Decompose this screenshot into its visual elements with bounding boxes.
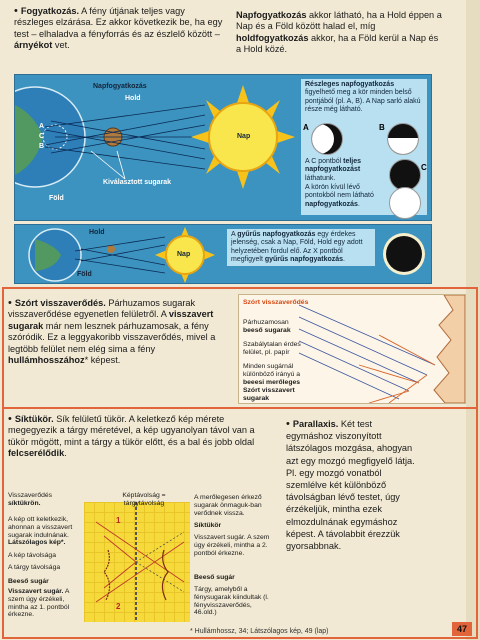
- phase-b-icon: [387, 123, 419, 155]
- solar-eclipse-definition: Napfogyatkozás akkor látható, ha a Hold éppen a Nap és a Föld között halad el, míg holdfogyatkozás akkor, ha a Föld kerül a Nap és a Hold közé.: [236, 10, 442, 55]
- plane-mirror-diagram: [8, 492, 278, 628]
- object-label: Tárgy, amelyből a fénysugarak kiindultak (l. fényvisszaverődés, 46.old.): [194, 586, 269, 617]
- plane-mirror-text: • Síktükör. Sík felületű tükör. A keletkező kép mérete megegyezik a tárgy méretével, a kép ugyanolyan távol van a tükör mögött, mint a tárgy a tükör előtt, és a bal és jobb oldal felcserélődik.: [8, 413, 255, 459]
- sun-label: Nap: [237, 133, 251, 140]
- phase-a-label: A: [303, 123, 309, 132]
- point-c-label: C: [39, 133, 45, 140]
- diffuse-reflection-diagram: [238, 294, 466, 404]
- reflected-ray-left-label: Visszavert sugár. A szem úgy érzékeli, mintha az 1. pontból érkezne.: [8, 588, 70, 619]
- perpendicular-ray-label: A merőlegesen érkező sugarak önmaguk-ban verődnek vissza.: [194, 494, 262, 517]
- distance-equality-label: Képtávolság = tárgytávolság: [122, 492, 166, 507]
- total-eclipse-caption: A C pontból teljes napfogyatkozást láthatunk.: [301, 157, 385, 184]
- page-number: 47: [452, 622, 472, 636]
- rough-surface-label: Szabálytalan érdes felület, pl. papír: [243, 341, 301, 356]
- selected-rays-label: Kiválasztott sugarak: [103, 179, 172, 186]
- diffuse-title: Szórt visszaverődés: [243, 299, 309, 306]
- annular-eclipse-diagram: [14, 224, 432, 284]
- phase-b-label: B: [379, 123, 385, 132]
- incident-ray-right-label: Beeső sugár: [194, 574, 235, 581]
- moon-label: Hold: [89, 229, 105, 236]
- moon-label: Hold: [125, 95, 141, 102]
- annular-eclipse-icon: [383, 233, 425, 275]
- scattered-rays-label: Szórt visszavert sugarak: [243, 387, 295, 402]
- point-2-label: 2: [116, 602, 121, 611]
- partial-eclipse-caption: Részleges napfogyatkozás figyelhető meg a kör minden belső pontjából (pl. A, B). A Nap sarló alakú része még látható.: [301, 79, 427, 116]
- bullet-icon: •: [286, 418, 290, 430]
- mirror-title: Visszaverődés síktükrön.: [8, 492, 53, 507]
- mirror-label: Síktükör: [194, 522, 222, 529]
- eclipse-caption-panel: [301, 79, 427, 215]
- normals-label: Minden sugárnál különböző irányú a beeesi merőleges: [243, 363, 301, 386]
- footnote: * Hullámhossz, 34; Látszólagos kép, 49 (lap): [190, 628, 329, 635]
- bullet-icon: •: [8, 413, 12, 425]
- bullet-icon: •: [14, 5, 18, 17]
- phase-c-label: C: [421, 163, 427, 172]
- sun-label: Nap: [177, 251, 191, 258]
- phase-a-icon: [311, 123, 343, 155]
- parallax-text: • Parallaxis. Két test egymáshoz viszonyított látszólagos mozgása, ahogyan azt egy mozgó megfigyelő látja. Pl. egy mozgó vonatból szemlélve két különböző távolságban lévő testet, úgy érzékeljük, mintha ezek elmozdulnának egymáshoz képest. A távolabbit érezzük gyorsabbnak.: [286, 418, 415, 552]
- incident-ray-left-label: Beeső sugár: [8, 578, 49, 585]
- reflected-ray-right-label: Visszavert sugár. A szem úgy érzékeli, mintha a 2. pontból érkezne.: [194, 534, 270, 557]
- diffuse-reflection-text: • Szórt visszaverődés. Párhuzamos sugarak visszaverődése egyenetlen felületről. A visszavert sugarak már nem lesznek párhuzamosak, a fény szóródik. Ez a leggyakoribb visszaverődés, mivel a legtöbb felület nem elég sima a fény hullámhosszához* képest.: [8, 297, 216, 366]
- point-a-label: A: [39, 123, 45, 130]
- diagram-title: Napfogyatkozás: [93, 83, 147, 90]
- annular-caption: A gyűrűs napfogyatkozás egy érdekes jelenség, csak a Nap, Föld, Hold egy adott helyzetében fordul elő. Az X pontból megfigyelt gyűrűs napfogyatkozás.: [227, 229, 375, 266]
- eclipse-definition: • Fogyatkozás. A fény útjának teljes vagy részleges elzárása. Ez akkor következik be, ha egy test – elhaladva a fényforrás és az észlelő között – árnyékot vet.: [14, 5, 223, 51]
- solar-eclipse-diagram: [14, 74, 432, 221]
- earth-label: Föld: [77, 271, 92, 278]
- point-b-label: B: [39, 143, 45, 150]
- virtual-image-label: A kép ott keletkezik, ahonnan a visszavert sugarak indulnának. Látszólagos kép*.: [8, 516, 73, 547]
- phase-full-icon: [389, 187, 421, 219]
- parallel-rays-label: Párhuzamosan beeső sugarak: [243, 319, 291, 334]
- image-distance-label: A kép távolsága: [8, 552, 56, 559]
- bullet-icon: •: [8, 297, 12, 309]
- point-1-label: 1: [116, 516, 121, 525]
- earth-label: Föld: [49, 195, 64, 202]
- no-eclipse-caption: A körön kívül lévő pontokból nem látható napfogyatkozás.: [301, 183, 385, 210]
- object-distance-label: A tárgy távolsága: [8, 564, 61, 571]
